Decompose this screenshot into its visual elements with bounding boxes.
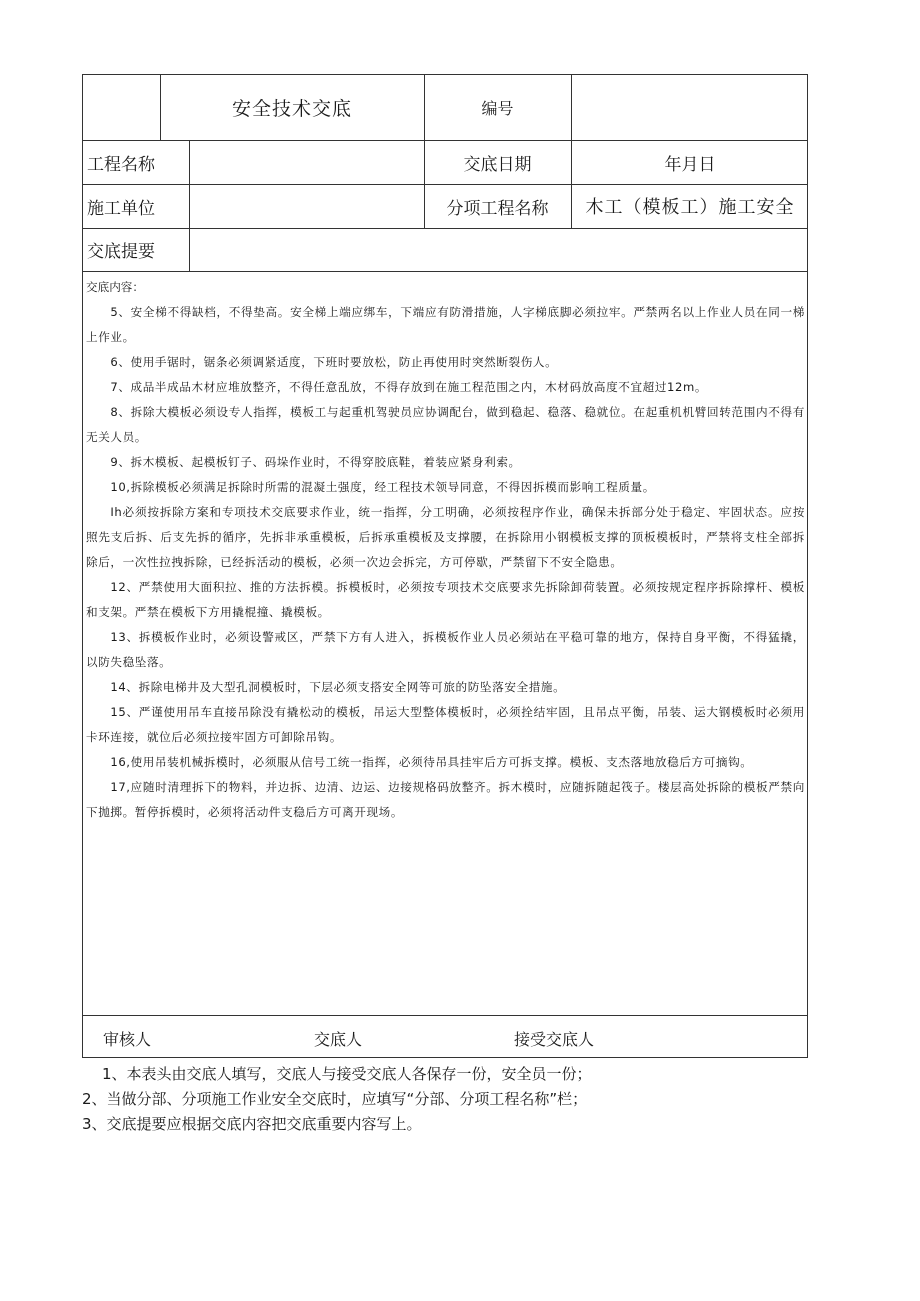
disclosure-form [82,74,808,1058]
sub-project-label: 分项工程名称 [446,198,549,219]
content-paragraph: 8、拆除大模板必须设专人指挥，模板工与起重机驾驶员应协调配台，做到稳起、稳落、稳就位。在起重机机臂回转范围内不得有无关人员。 [86,405,805,444]
content-paragraph: 17,应随时清理拆下的物料，并边拆、边清、边运、边接规格码放整齐。拆木模时，应随拆随起筏子。楼层高处拆除的模板严禁向下抛掷。暂停拆模时，必须将活动件支稳后方可离开现场。 [86,780,805,819]
footnote: 2、当做分部、分项施工作业安全交底时，应填写“分部、分项工程名称”栏； [82,1090,588,1108]
content-paragraph: 10,拆除模板必须满足拆除时所需的混凝土强度，经工程技术领导同意，不得因拆模而影响工程质量。 [110,480,655,494]
summary-field[interactable] [189,228,809,271]
unit-label: 施工单位 [87,198,155,219]
form-title: 安全技术交底 [231,98,352,120]
content-paragraph: 6、使用手锯时，锯条必须调紧适度，下班时要放松，防止再使用时突然断裂伤人。 [110,355,558,369]
unit-field[interactable] [189,184,424,228]
date-field[interactable]: 年月日 [664,154,716,175]
content-paragraph: 15、严谨使用吊车直接吊除没有撬松动的模板，吊运大型整体模板时，必须拴结牢固，且吊点平衡，吊装、运大钢模板时必须用卡环连接，就位后必须拉接牢固方可卸除吊钩。 [86,705,805,744]
reviewer-label: 审核人 [103,1030,152,1049]
content-paragraph: 9、拆木模板、起模板钉子、码垛作业时，不得穿胶底鞋，着装应紧身利索。 [110,455,521,469]
footnotes [82,1062,822,1137]
disclosure-content [83,272,807,1015]
discloser-label: 交底人 [314,1030,363,1049]
footnote: 1、本表头由交底人填写，交底人与接受交底人各保存一份，安全员一份； [102,1065,592,1083]
date-label: 交底日期 [463,154,532,175]
sub-project-field[interactable]: 木工（模板工）施工安全 [585,197,795,218]
content-paragraph: 7、成品半成品木材应堆放整齐，不得任意乱放，不得存放到在施工程范围之内，木材码放高度不宜超过12m。 [110,380,708,394]
content-paragraph: Ih必须按拆除方案和专项技术交底要求作业，统一指挥，分工明确，必须按程序作业，确保未拆部分处于稳定、牢固状态。应按照先支后拆、后支先拆的循序，先拆非承重模板，后拆承重模板及支撑腰，在拆除用小钢模板支撑的顶板模板时，严禁将支柱全部拆除后，一次性拉拽拆除，已经拆活动的模板，必须一次边会拆完，方可停歇，严禁留下不安全隐患。 [86,505,805,569]
number-field[interactable] [571,75,809,140]
footnote: 3、交底提要应根据交底内容把交底重要内容写上。 [82,1115,422,1133]
signature-row [83,1015,807,1059]
content-paragraph: 12、严禁使用大面积拉、推的方法拆模。拆模板时，必须按专项技术交底要求先拆除卸荷装置。必须按规定程序拆除撑杆、模板和支架。严禁在模板下方用撬棍撞、撬模板。 [86,580,805,619]
number-label: 编号 [481,99,514,118]
summary-label: 交底提要 [87,242,155,262]
content-paragraph: 5、安全梯不得缺档，不得垫高。安全梯上端应绑车，下端应有防滑措施，人字梯底脚必须拉牢。严禁两名以上作业人员在同一梯上作业。 [86,305,805,344]
project-name-field[interactable] [189,140,424,184]
content-paragraph: 16,使用吊装机械拆模时，必须服从信号工统一指挥，必须待吊具挂牢后方可拆支撑。模板、支杰落地放稳后方可摘钩。 [110,755,753,769]
receiver-label: 接受交底人 [514,1030,595,1049]
project-name-label: 工程名称 [87,154,155,175]
content-paragraph: 14、拆除电梯井及大型孔洞模板时，下层必须支搭安全网等可旅的防坠落安全措施。 [110,680,566,694]
content-paragraph: 13、拆模板作业时，必须设警戒区，严禁下方有人进入，拆模板作业人员必须站在平稳可靠的地方，保持自身平衡，不得猛撬，以防失稳坠落。 [86,630,805,669]
content-heading: 交底内容： [86,280,144,294]
